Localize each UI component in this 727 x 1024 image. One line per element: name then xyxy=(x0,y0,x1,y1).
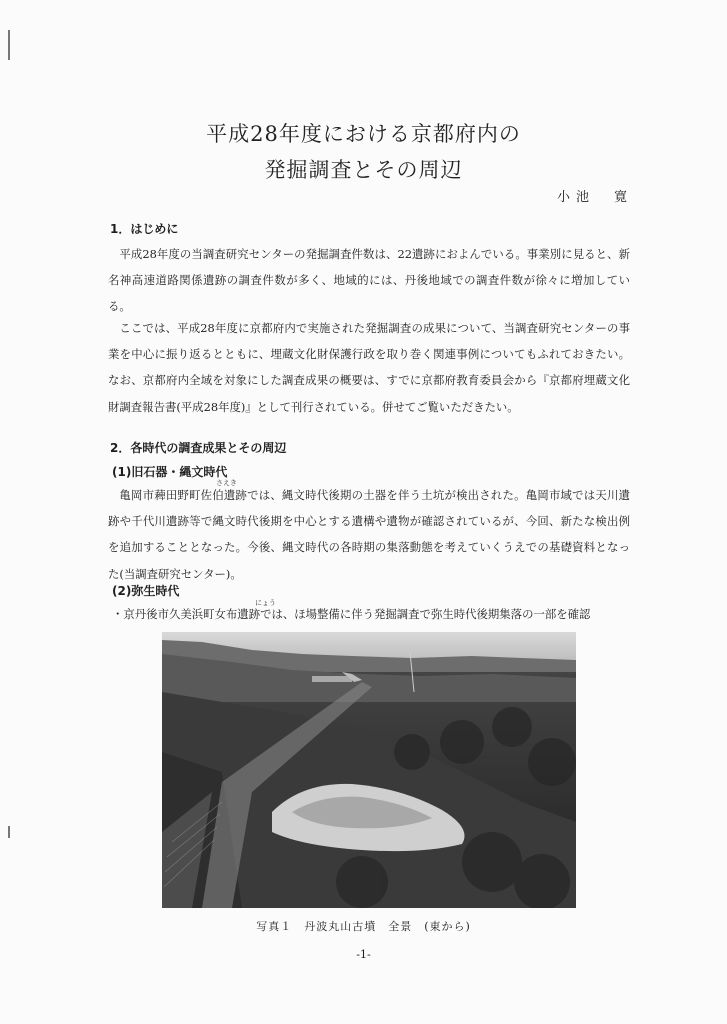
subsection-heading-paleolithic-jomon: (1)旧石器・縄文時代 xyxy=(112,465,228,479)
title-line-2: 発掘調査とその周辺 xyxy=(264,158,463,182)
scan-artifact xyxy=(8,826,10,838)
furigana-saeki: さえき xyxy=(216,479,237,487)
page-number: -1- xyxy=(356,948,371,961)
aerial-photo-tamba-maruyama-kofun xyxy=(162,632,576,908)
yayoi-paragraph: ・京丹後市久美浜町女布遺跡では、ほ場整備に伴う発掘調査で弥生時代後期集落の一部を確認 xyxy=(112,607,591,621)
section-heading-intro: 1．はじめに xyxy=(110,222,179,236)
title-line-1: 平成28年度における京都府内の xyxy=(206,122,521,146)
intro-paragraph-1: 平成28年度の当調査研究センターの発掘調査件数は、22遺跡におよんでいる。事業別に見ると、新名神高速道路関係遺跡の調査件数が多く、地域的には、丹後地域での調査件数が徐々に増加している。 xyxy=(108,247,630,314)
jomon-paragraph: 亀岡市薭田野町佐伯遺跡では、縄文時代後期の土器を伴う土坑が検出された。亀岡市域では天川遺跡や千代川遺跡等で縄文時代後期を中心とする遺構や遺物が確認されているが、今回、新たな検出例を追加することとなった。今後、縄文時代の各時期の集落動態を考えていくうえでの基礎資料となった(当調査研究センター)。 xyxy=(108,488,630,581)
scan-artifact xyxy=(8,30,10,60)
photo-caption: 写真１ 丹波丸山古墳 全景 (東から) xyxy=(256,920,471,933)
subsection-heading-yayoi: (2)弥生時代 xyxy=(112,584,180,598)
intro-paragraph-2: ここでは、平成28年度に京都府内で実施された発掘調査の成果について、当調査研究センターの事業を中心に振り返るとともに、埋蔵文化財保護行政を取り巻く関連事例についてもふれておきたい。なお、京都府内全域を対象にした調査成果の概要は、すでに京都府教育委員会から『京都府埋蔵文化財調査報告書(平成28年度)』として刊行されている。併せてご覧いただきたい。 xyxy=(108,321,630,414)
author-name: 小池 寛 xyxy=(556,190,633,205)
furigana-nyou: にょう xyxy=(255,599,276,607)
section-heading-results: 2．各時代の調査成果とその周辺 xyxy=(110,441,287,455)
